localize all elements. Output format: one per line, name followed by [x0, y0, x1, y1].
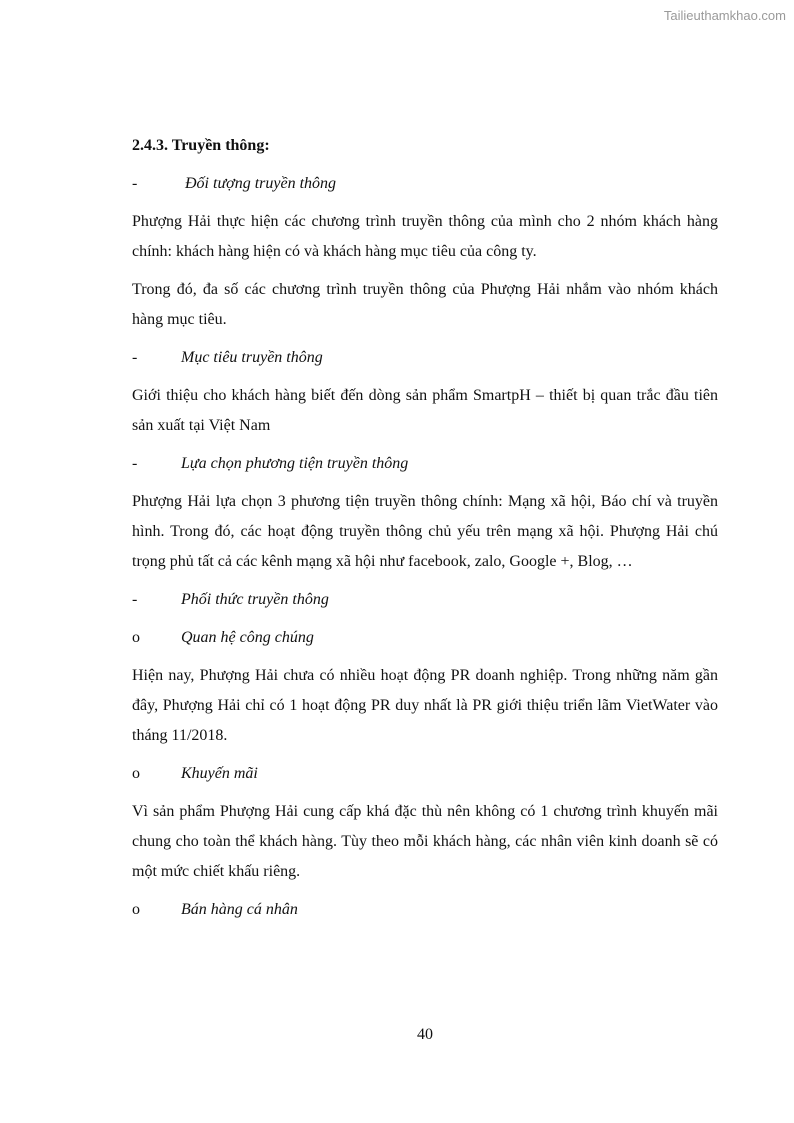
bullet-label: Quan hệ công chúng [181, 629, 314, 646]
paragraph: Hiện nay, Phượng Hải chưa có nhiều hoạt động PR doanh nghiệp. Trong những năm gần đây, Phượng Hải chỉ có 1 hoạt động PR duy nhất là PR giới thiệu triển lãm VietWater vào tháng 11/2018. [132, 667, 718, 744]
bullet-marker: - [132, 591, 138, 608]
bullet-label: Mục tiêu truyền thông [181, 349, 323, 366]
sub-bullet-item [132, 623, 718, 653]
page-content [132, 131, 718, 933]
bullet-marker: - [132, 455, 138, 472]
paragraph: Phượng Hải thực hiện các chương trình truyền thông của mình cho 2 nhóm khách hàng chính: khách hàng hiện có và khách hàng mục tiêu của công ty. [132, 213, 718, 260]
paragraph: Giới thiệu cho khách hàng biết đến dòng sản phẩm SmartpH – thiết bị quan trắc đầu tiên sản xuất tại Việt Nam [132, 387, 718, 434]
bullet-marker: - [132, 175, 138, 192]
bullet-item [132, 449, 718, 479]
bullet-item [132, 343, 718, 373]
paragraph: Trong đó, đa số các chương trình truyền thông của Phượng Hải nhắm vào nhóm khách hàng mục tiêu. [132, 281, 718, 328]
page-number: 40 [417, 1026, 433, 1043]
paragraph: Phượng Hải lựa chọn 3 phương tiện truyền thông chính: Mạng xã hội, Báo chí và truyền hình. Trong đó, các hoạt động truyền thông chủ yếu trên mạng xã hội. Phượng Hải chú trọng phủ tất cả các kênh mạng xã hội như facebook, zalo, Google +, Blog, … [132, 493, 718, 570]
sub-bullet-item [132, 759, 718, 789]
bullet-item [132, 169, 718, 199]
bullet-marker: o [132, 629, 140, 646]
bullet-label: Đối tượng truyền thông [185, 175, 337, 192]
bullet-label: Lựa chọn phương tiện truyền thông [181, 455, 409, 472]
paragraph: Vì sản phẩm Phượng Hải cung cấp khá đặc thù nên không có 1 chương trình khuyến mãi chung cho toàn thể khách hàng. Tùy theo mỗi khách hàng, các nhân viên kinh doanh sẽ có một mức chiết khấu riêng. [132, 803, 718, 880]
bullet-marker: - [132, 349, 138, 366]
bullet-marker: o [132, 901, 140, 918]
section-heading: 2.4.3. Truyền thông: [132, 137, 270, 154]
sub-bullet-item [132, 895, 718, 925]
bullet-label: Bán hàng cá nhân [181, 901, 298, 918]
bullet-label: Khuyến mãi [181, 765, 258, 782]
bullet-marker: o [132, 765, 140, 782]
bullet-label: Phối thức truyền thông [181, 591, 329, 608]
bullet-item [132, 585, 718, 615]
watermark: Tailieuthamkhao.com [663, 8, 786, 23]
